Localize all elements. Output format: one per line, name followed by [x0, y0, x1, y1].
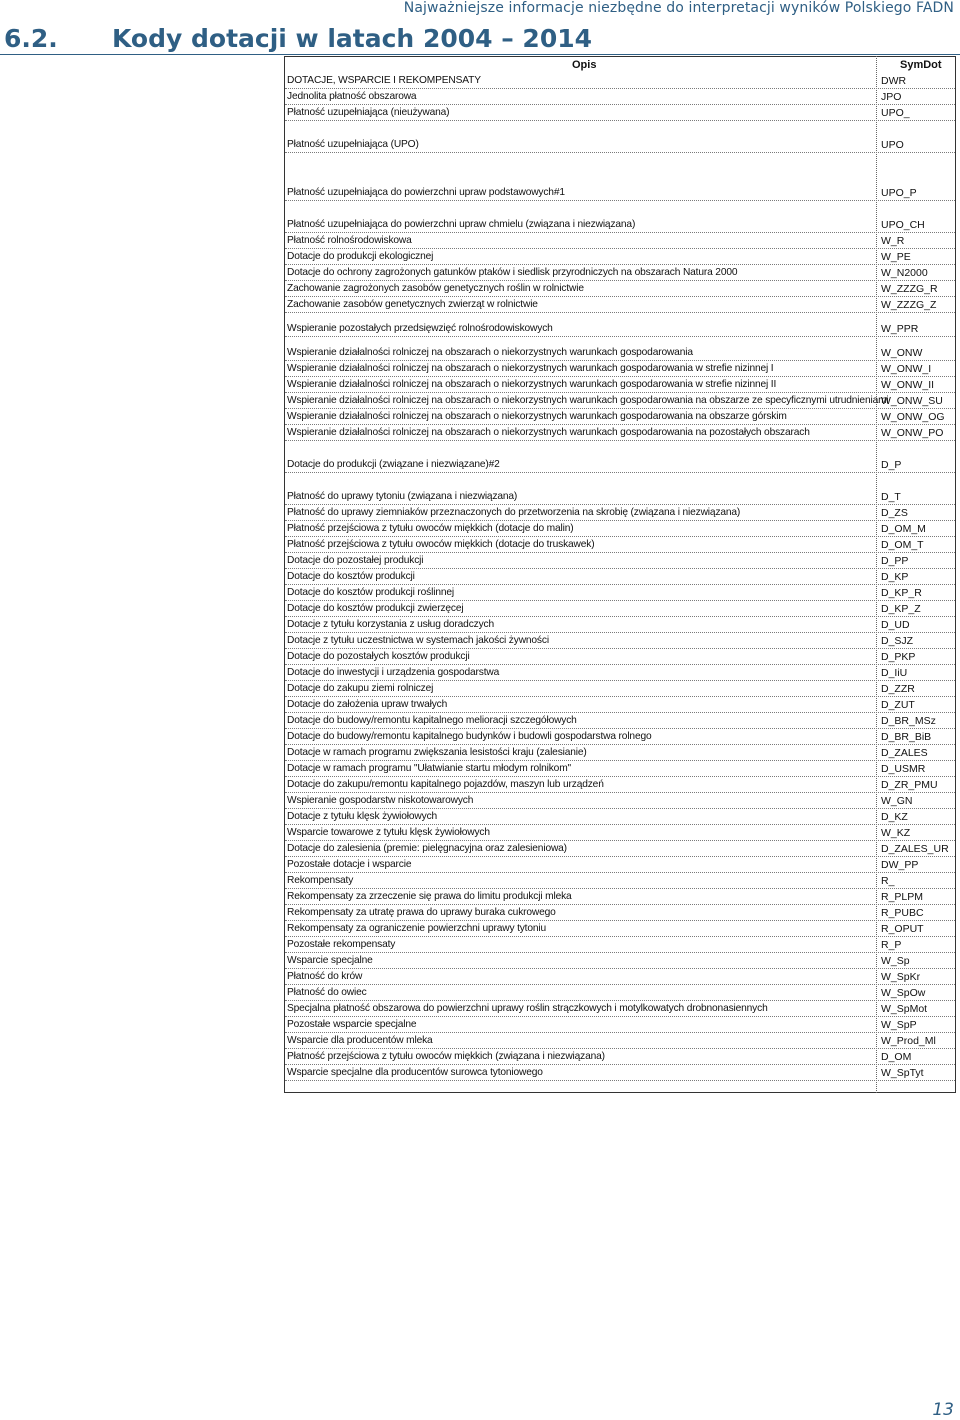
table-row [285, 858, 955, 873]
row-description: Wspieranie działalności rolniczej na obszarach o niekorzystnych warunkach gospodarowania [287, 347, 693, 358]
row-code: W_PE [881, 251, 911, 263]
row-code: W_KZ [881, 827, 911, 839]
row-description: Płatność uzupełniająca do powierzchni upraw chmielu (związana i niezwiązana) [287, 219, 636, 230]
row-description: Płatność rolnośrodowiskowa [287, 235, 412, 246]
row-code: D_PKP [881, 651, 916, 663]
row-description: Dotacje do kosztów produkcji roślinnej [287, 587, 455, 598]
row-code: DW_PP [881, 859, 919, 871]
table-row [285, 586, 955, 601]
row-code: D_OM [881, 1051, 912, 1063]
row-description: Dotacje do zalesienia (premie: pielęgnacyjna oraz zalesieniowa) [287, 843, 567, 854]
table-row [285, 698, 955, 713]
row-description: Płatność przejściowa z tytułu owoców miękkich (związana i niezwiązana) [287, 1051, 605, 1062]
table-row [285, 1066, 955, 1081]
row-code: W_ONW_SU [881, 395, 943, 407]
row-code: R_OPUT [881, 923, 924, 935]
row-code: JPO [881, 91, 902, 103]
table-row [285, 522, 955, 537]
table-row [285, 602, 955, 617]
table-row [285, 234, 955, 249]
row-code: W_ONW_PO [881, 427, 944, 439]
table-row [285, 762, 955, 777]
table-row [285, 1034, 955, 1049]
table-row [285, 746, 955, 761]
row-description: DOTACJE, WSPARCIE I REKOMPENSATY [287, 75, 481, 86]
table-row [285, 778, 955, 793]
row-description: Płatność przejściowa z tytułu owoców miękkich (dotacje do malin) [287, 523, 574, 534]
row-description: Dotacje do produkcji ekologicznej [287, 251, 434, 262]
row-description: Zachowanie zagrożonych zasobów genetycznych roślin w rolnictwie [287, 283, 584, 294]
row-code: D_ZALES_UR [881, 843, 949, 855]
row-description: Rekompensaty za utratę prawa do uprawy buraka cukrowego [287, 907, 556, 918]
row-description: Wspieranie pozostałych przedsięwzięć rolnośrodowiskowych [287, 323, 553, 334]
row-description: Wspieranie gospodarstw niskotowarowych [287, 795, 474, 806]
table-row [285, 362, 955, 377]
table-row [285, 938, 955, 953]
row-code: DWR [881, 75, 907, 87]
table-row [285, 1018, 955, 1033]
row-code: W_PPR [881, 323, 919, 335]
row-code: D_ZS [881, 507, 908, 519]
row-code: D_ZR_PMU [881, 779, 938, 791]
table-row [285, 1050, 955, 1065]
table-row [285, 378, 955, 393]
row-code: W_R [881, 235, 905, 247]
table-row [285, 970, 955, 985]
table-row [285, 106, 955, 121]
row-description: Dotacje do ochrony zagrożonych gatunków ptaków i siedlisk przyrodniczych na obszarach Natura 2000 [287, 267, 738, 278]
row-code: D_ZALES [881, 747, 928, 759]
row-description: Dotacje do inwestycji i urządzenia gospodarstwa [287, 667, 500, 678]
row-code: D_ZUT [881, 699, 915, 711]
row-description: Płatność uzupełniająca (nieużywana) [287, 107, 450, 118]
header-rule [0, 54, 960, 55]
row-description: Pozostałe wsparcie specjalne [287, 1019, 417, 1030]
row-code: W_Prod_Ml [881, 1035, 936, 1047]
table-row [285, 794, 955, 809]
running-header: Najważniejsze informacje niezbędne do interpretacji wyników Polskiego FADN [403, 0, 954, 16]
row-code: W_SpMot [881, 1003, 928, 1015]
table-row [285, 394, 955, 409]
row-code: W_SpOw [881, 987, 926, 999]
row-description: Dotacje do założenia upraw trwałych [287, 699, 448, 710]
row-code: D_BR_BiB [881, 731, 932, 743]
table-row [285, 634, 955, 649]
row-description: Pozostałe rekompensaty [287, 939, 396, 950]
row-code: W_Sp [881, 955, 910, 967]
row-description: Jednolita płatność obszarowa [287, 91, 417, 102]
row-description: Dotacje do budowy/remontu kapitalnego budynków i budowli gospodarstwa rolnego [287, 731, 652, 742]
row-description: Płatność do uprawy ziemniaków przeznaczonych do przetworzenia na skrobię (związana i niezwiązana) [287, 507, 741, 518]
table-row [285, 138, 955, 153]
row-description: Zachowanie zasobów genetycznych zwierząt w rolnictwie [287, 299, 538, 310]
row-description: Dotacje do pozostałych kosztów produkcji [287, 651, 470, 662]
row-description: Dotacje w ramach programu "Ułatwianie startu młodym rolnikom" [287, 763, 571, 774]
row-code: D_USMR [881, 763, 926, 775]
row-code: D_KP_R [881, 587, 922, 599]
row-code: UPO [881, 139, 904, 151]
row-description: Płatność uzupełniająca do powierzchni upraw podstawowych#1 [287, 187, 565, 198]
row-code: UPO_CH [881, 219, 925, 231]
row-code: D_KP [881, 571, 909, 583]
table-row [285, 74, 955, 89]
row-code: R_PLPM [881, 891, 924, 903]
row-code: D_IiU [881, 667, 908, 679]
table-row [285, 266, 955, 281]
section-number: 6.2. [4, 24, 58, 53]
row-code: D_T [881, 491, 901, 503]
row-description: Płatność przejściowa z tytułu owoców miękkich (dotacje do truskawek) [287, 539, 595, 550]
table-row [285, 282, 955, 297]
table-row [285, 538, 955, 553]
row-code: W_ONW_OG [881, 411, 945, 423]
row-code: W_GN [881, 795, 913, 807]
row-description: Dotacje do pozostałej produkcji [287, 555, 424, 566]
table-row [285, 186, 955, 201]
table-row [285, 682, 955, 697]
row-code: R_P [881, 939, 902, 951]
row-description: Dotacje do kosztów produkcji zwierzęcej [287, 603, 464, 614]
column-header-opis: Opis [572, 59, 597, 71]
row-description: Wsparcie dla producentów mleka [287, 1035, 433, 1046]
row-description: Płatność uzupełniająca (UPO) [287, 139, 419, 150]
row-description: Rekompensaty za ograniczenie powierzchni uprawy tytoniu [287, 923, 547, 934]
table-row [285, 954, 955, 969]
row-code: UPO_P [881, 187, 917, 199]
row-description: Płatność do krów [287, 971, 363, 982]
row-description: Specjalna płatność obszarowa do powierzchni uprawy roślin strączkowych i motylkowatych drobnonasiennych [287, 1003, 768, 1014]
row-description: Dotacje z tytułu uczestnictwa w systemach jakości żywności [287, 635, 549, 646]
table-row [285, 618, 955, 633]
page-number: 13 [932, 1400, 954, 1420]
row-code: D_PP [881, 555, 909, 567]
row-description: Płatność do owiec [287, 987, 367, 998]
row-code: D_UD [881, 619, 910, 631]
row-code: D_ZZR [881, 683, 915, 695]
row-code: D_SJZ [881, 635, 914, 647]
row-description: Wspieranie działalności rolniczej na obszarach o niekorzystnych warunkach gospodarowania na obszarze górskim [287, 411, 787, 422]
table-row [285, 250, 955, 265]
row-description: Dotacje do budowy/remontu kapitalnego melioracji szczegółowych [287, 715, 577, 726]
row-description: Wsparcie specjalne [287, 955, 373, 966]
table-row [285, 570, 955, 585]
row-description: Dotacje do zakupu/remontu kapitalnego pojazdów, maszyn lub urządzeń [287, 779, 604, 790]
row-description: Wsparcie towarowe z tytułu klęsk żywiołowych [287, 827, 490, 838]
row-description: Płatność do uprawy tytoniu (związana i niezwiązana) [287, 491, 518, 502]
table-row [285, 218, 955, 233]
row-description: Wspieranie działalności rolniczej na obszarach o niekorzystnych warunkach gospodarowania na obszarze ze specyficznymi utrudnieniami [287, 395, 889, 406]
table-row [285, 554, 955, 569]
row-description: Dotacje z tytułu klęsk żywiołowych [287, 811, 438, 822]
table-row [285, 410, 955, 425]
table-row [285, 730, 955, 745]
table-row [285, 458, 955, 473]
table-row [285, 1002, 955, 1017]
table-row [285, 890, 955, 905]
row-code: W_ONW [881, 347, 923, 359]
row-description: Wspieranie działalności rolniczej na obszarach o niekorzystnych warunkach gospodarowania w strefie nizinnej I [287, 363, 774, 374]
row-description: Rekompensaty [287, 875, 354, 886]
row-code: D_OM_T [881, 539, 924, 551]
row-description: Rekompensaty za zrzeczenie się prawa do limitu produkcji mleka [287, 891, 572, 902]
table-row [285, 322, 955, 337]
section-title-text: Kody dotacji w latach 2004 – 2014 [112, 24, 593, 53]
row-description: Wspieranie działalności rolniczej na obszarach o niekorzystnych warunkach gospodarowania na pozostałych obszarach [287, 427, 810, 438]
table-row [285, 490, 955, 505]
table-row [285, 666, 955, 681]
table-row [285, 90, 955, 105]
table-row [285, 986, 955, 1001]
table-row [285, 922, 955, 937]
table-row [285, 650, 955, 665]
row-description: Dotacje do zakupu ziemi rolniczej [287, 683, 434, 694]
row-description: Dotacje do kosztów produkcji [287, 571, 415, 582]
row-code: D_KZ [881, 811, 908, 823]
table-row [285, 714, 955, 729]
table-row [285, 874, 955, 889]
row-description: Wsparcie specjalne dla producentów surowca tytoniowego [287, 1067, 543, 1078]
row-code: W_SpTyt [881, 1067, 924, 1079]
row-code: D_BR_MSz [881, 715, 936, 727]
row-description: Dotacje z tytułu korzystania z usług doradczych [287, 619, 494, 630]
row-code: W_ONW_II [881, 379, 935, 391]
table-row [285, 426, 955, 441]
row-code: R_PUBC [881, 907, 924, 919]
column-header-symdot: SymDot [900, 59, 942, 71]
row-code: D_OM_M [881, 523, 926, 535]
table-row [285, 826, 955, 841]
section-title [4, 24, 592, 53]
table-row [285, 810, 955, 825]
row-description: Dotacje w ramach programu zwiększania lesistości kraju (zalesianie) [287, 747, 587, 758]
row-code: W_ONW_I [881, 363, 932, 375]
row-code: W_N2000 [881, 267, 928, 279]
table-row [285, 842, 955, 857]
row-code: W_SpKr [881, 971, 921, 983]
table-row [285, 906, 955, 921]
row-code: D_P [881, 459, 902, 471]
row-description: Wspieranie działalności rolniczej na obszarach o niekorzystnych warunkach gospodarowania w strefie nizinnej II [287, 379, 777, 390]
row-code: D_KP_Z [881, 603, 921, 615]
row-code: UPO_ [881, 107, 910, 119]
table-row [285, 298, 955, 313]
row-code: R_ [881, 875, 895, 887]
row-description: Pozostałe dotacje i wsparcie [287, 859, 412, 870]
row-code: W_ZZZG_R [881, 283, 938, 295]
row-code: W_ZZZG_Z [881, 299, 937, 311]
row-code: W_SpP [881, 1019, 917, 1031]
row-description: Dotacje do produkcji (związane i niezwiązane)#2 [287, 459, 500, 470]
table-row [285, 506, 955, 521]
table-row [285, 346, 955, 361]
